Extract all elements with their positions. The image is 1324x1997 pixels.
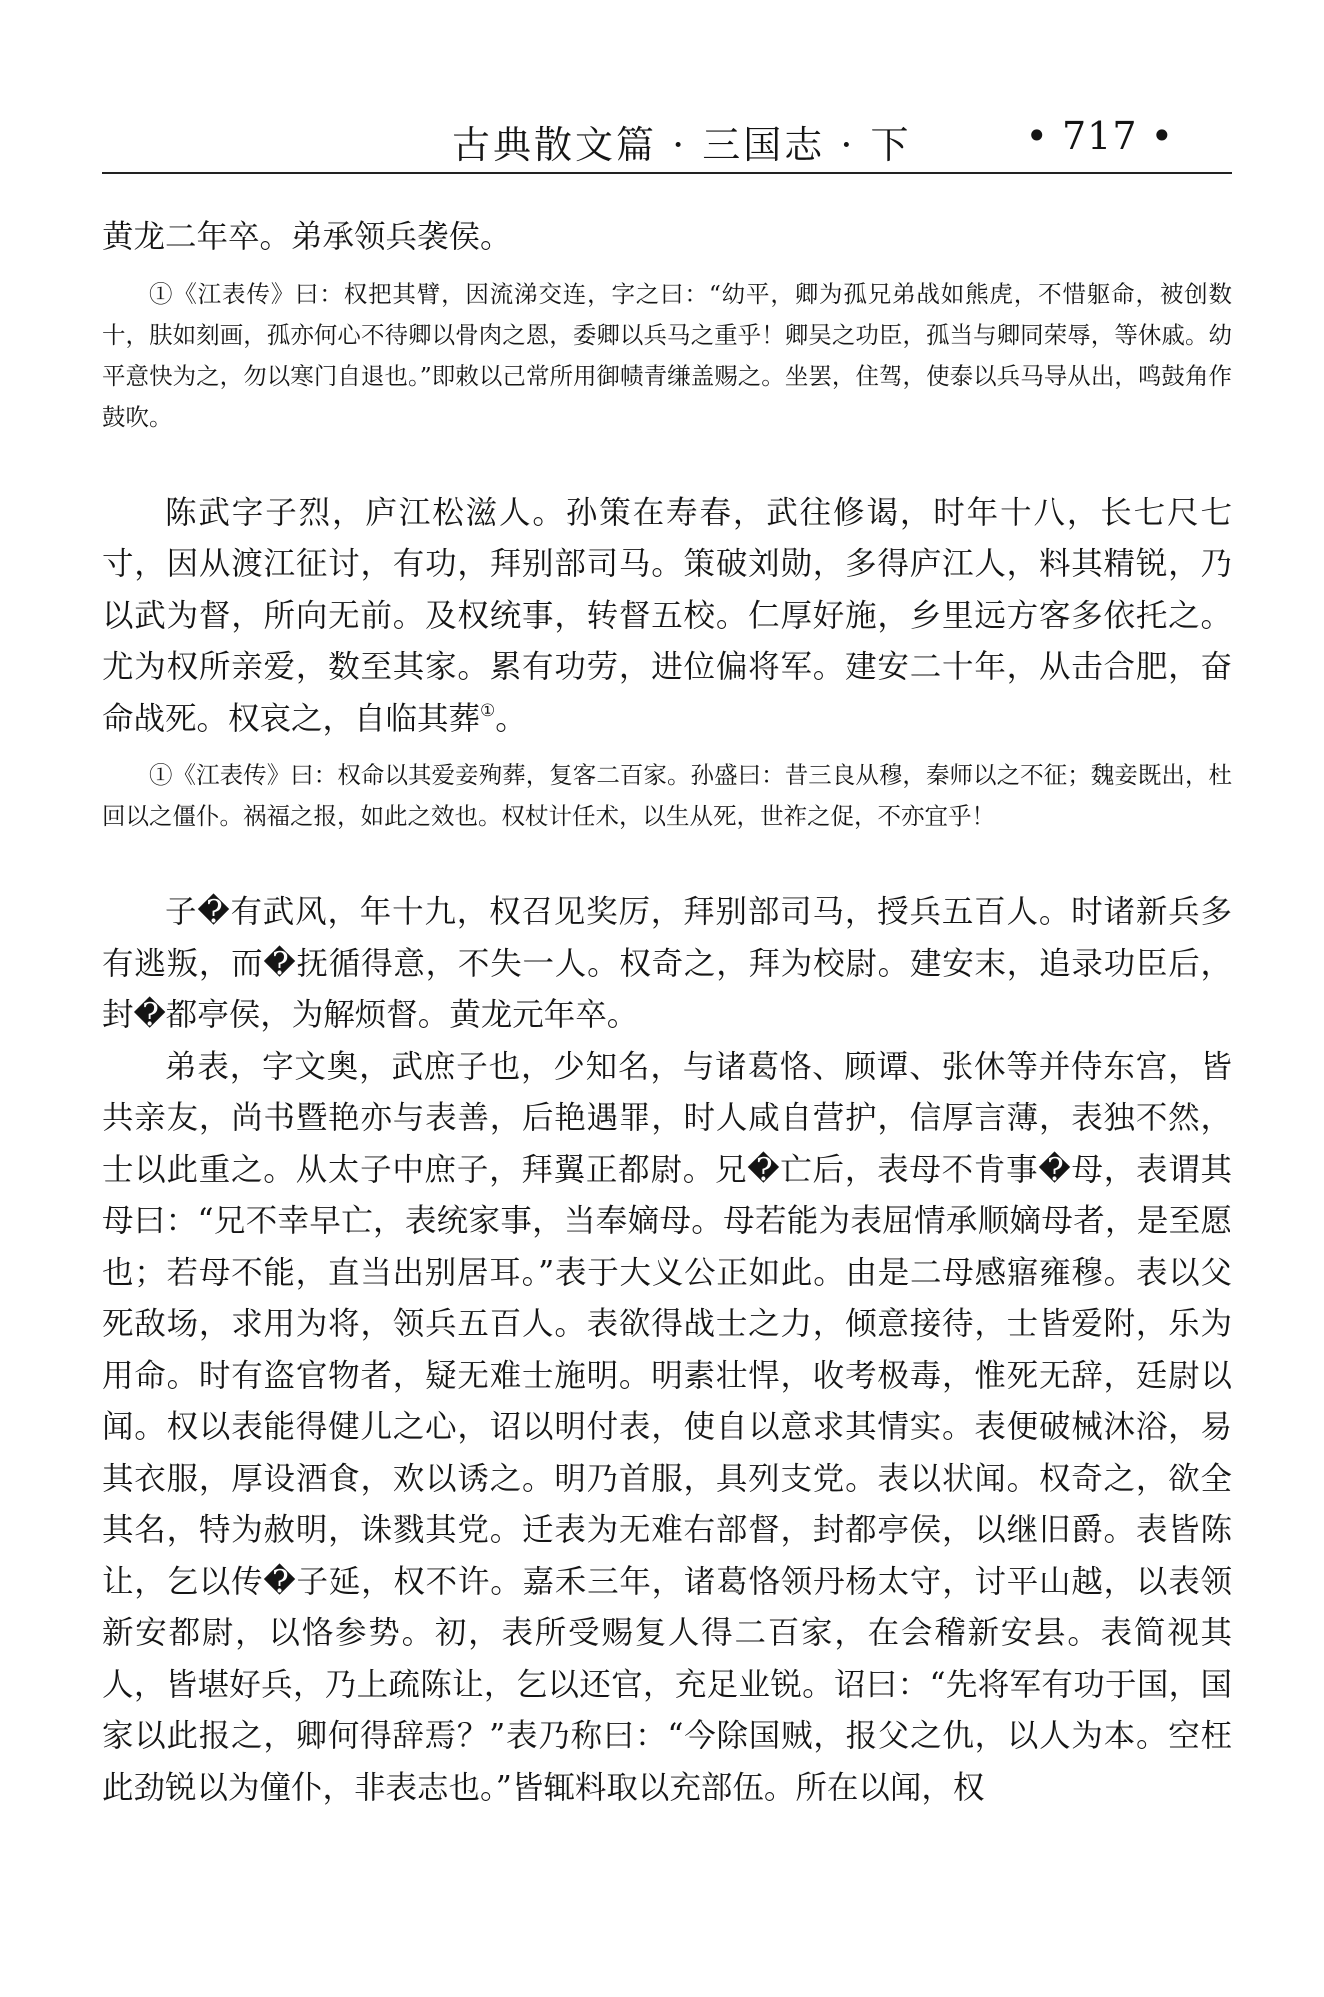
running-title: 古典散文篇 · 三国志 · 下 [452,123,912,167]
paragraph-tail: 。 [495,700,527,737]
page-body [102,212,1232,1814]
paragraph: 弟表，字文奥，武庶子也，少知名，与诸葛恪、顾谭、张休等并侍东宫，皆共亲友，尚书暨艳亦与表善，后艳遇罪，时人咸自营护，信厚言薄，表独不然，士以此重之。从太子中庶子，拜翼正都尉。兄�亡后，表母不肯事�母，表谓其母曰：“兄不幸早亡，表统家事，当奉嫡母。母若能为表屈情承顺嫡母者，是至愿也；若母不能，直当出别居耳。”表于大义公正如此。由是二母感寤雍穆。表以父死敌场，求用为将，领兵五百人。表欲得战士之力，倾意接待，士皆爱附，乐为用命。时有盗官物者，疑无难士施明。明素壮悍，收考极毒，惟死无辞，廷尉以闻。权以表能得健儿之心，诏以明付表，使自以意求其情实。表便破械沐浴，易其衣服，厚设酒食，欢以诱之。明乃首服，具列支党。表以状闻。权奇之，欲全其名，特为赦明，诛戮其党。迁表为无难右部督，封都亭侯，以继旧爵。表皆陈让，乞以传�子延，权不许。嘉禾三年，诸葛恪领丹杨太守，讨平山越，以表领新安都尉，以恪参势。初，表所受赐复人得二百家，在会稽新安县。表简视其人，皆堪好兵，乃上疏陈让，乞以还官，充足业锐。诏曰：“先将军有功于国，国家以此报之，卿何得辞焉？”表乃称曰：“今除国贼，报父之仇，以人为本。空枉此劲锐以为僮仆，非表志也。”皆辄料取以充部伍。所在以闻，权 [102,1048,1232,1806]
paragraph: 黄龙二年卒。弟承领兵袭侯。 [102,219,512,255]
paragraph-text: 陈武字子烈，庐江松滋人。孙策在寿春，武往修谒，时年十八，长七尺七寸，因从渡江征讨，有功，拜别部司马。策破刘勋，多得庐江人，料其精锐，乃以武为督，所向无前。及权统事，转督五校。仁厚好施，乡里远方客多依托之。尤为权所亲爱，数至其家。累有功劳，进位偏将军。建安二十年，从击合肥，奋命战死。权哀之，自临其葬 [102,494,1232,737]
annotation-note: ①《江表传》曰：权把其臂，因流涕交连，字之曰：“幼平，卿为孤兄弟战如熊虎，不惜躯命，被创数十，肤如刻画，孤亦何心不待卿以骨肉之恩，委卿以兵马之重乎！卿吴之功臣，孤当与卿同荣辱，等休戚。幼平意快为之，勿以寒门自退也。”即敕以己常所用御帻青缣盖赐之。坐罢，住驾，使泰以兵马导从出，鸣鼓角作鼓吹。 [102,279,1232,431]
annotation-note: ①《江表传》曰：权命以其爱妾殉葬，复客二百家。孙盛曰：昔三良从穆，秦师以之不征；魏妾既出，杜回以之僵仆。祸福之报，如此之效也。权杖计任术，以生从死，世祚之促，不亦宜乎！ [102,761,1232,830]
page-number: • 717 • [1025,114,1174,158]
paragraph [102,488,1232,746]
running-header [102,108,1232,174]
note-marker: ① [480,700,496,721]
paragraph: 子�有武风，年十九，权召见奖厉，拜别部司马，授兵五百人。时诸新兵多有逃叛，而�抚循得意，不失一人。权奇之，拜为校尉。建安末，追录功臣后，封�都亭侯，为解烦督。黄龙元年卒。 [102,894,1232,1033]
